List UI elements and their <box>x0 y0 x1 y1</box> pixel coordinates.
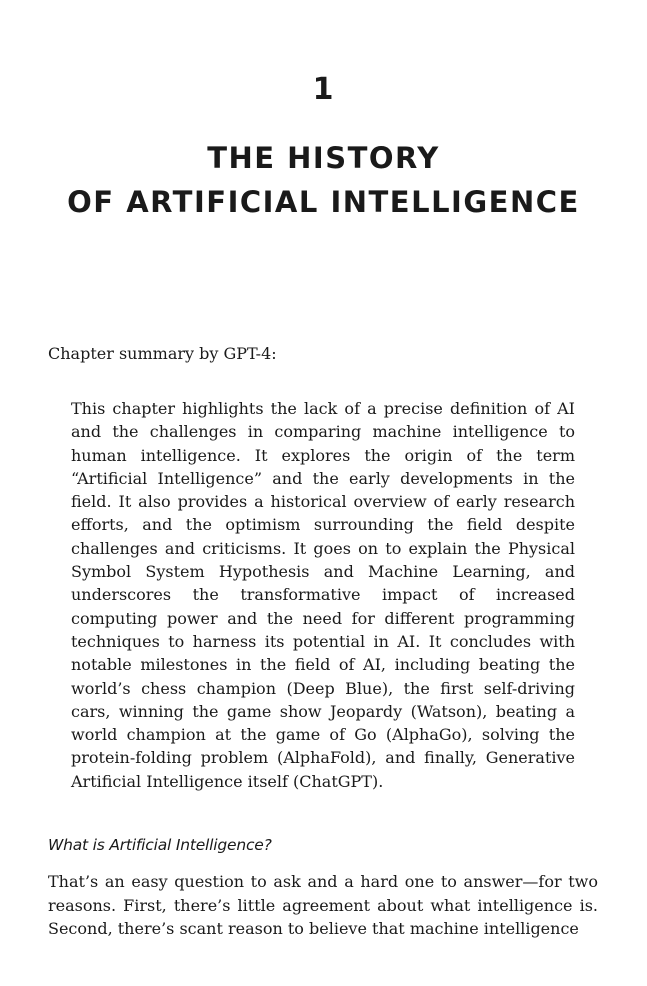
body-paragraph: That’s an easy question to ask and a hard one to answer—for two reasons. First, there’s little agreement about what intelligence is. Second, there’s scant reason to believe that machine intelligence <box>48 872 598 938</box>
chapter-number: 1 <box>312 72 335 107</box>
summary-label: Chapter summary by GPT-4: <box>48 344 277 363</box>
chapter-title-line-1: THE HISTORY <box>207 141 440 175</box>
chapter-title-line-2: OF ARTIFICIAL INTELLIGENCE <box>67 185 580 219</box>
summary-paragraph: This chapter highlights the lack of a precise definition of AI and the challenges in comparing machine intelligence to human intelligence. It explores the origin of the term “Artificial Intelligence” and the early developments in the field. It also provides a historical overview of early research efforts, and the optimism surrounding the field despite challenges and criticisms. It goes on to explain the Physical Symbol System Hypothesis and Machine Learning, and underscores the transformative impact of increased computing power and the need for different programming techniques to harness its potential in AI. It concludes with notable milestones in the field of AI, including beating the world’s chess champion (Deep Blue), the first self-driving cars, winning the game show Jeopardy (Watson), beating a world champion at the game of Go (AlphaGo), solving the protein-folding problem (AlphaFold), and finally, Generative Artificial Intelligence itself (ChatGPT). <box>71 399 575 791</box>
section-heading: What is Artificial Intelligence? <box>48 836 272 854</box>
chapter-title <box>0 136 647 224</box>
